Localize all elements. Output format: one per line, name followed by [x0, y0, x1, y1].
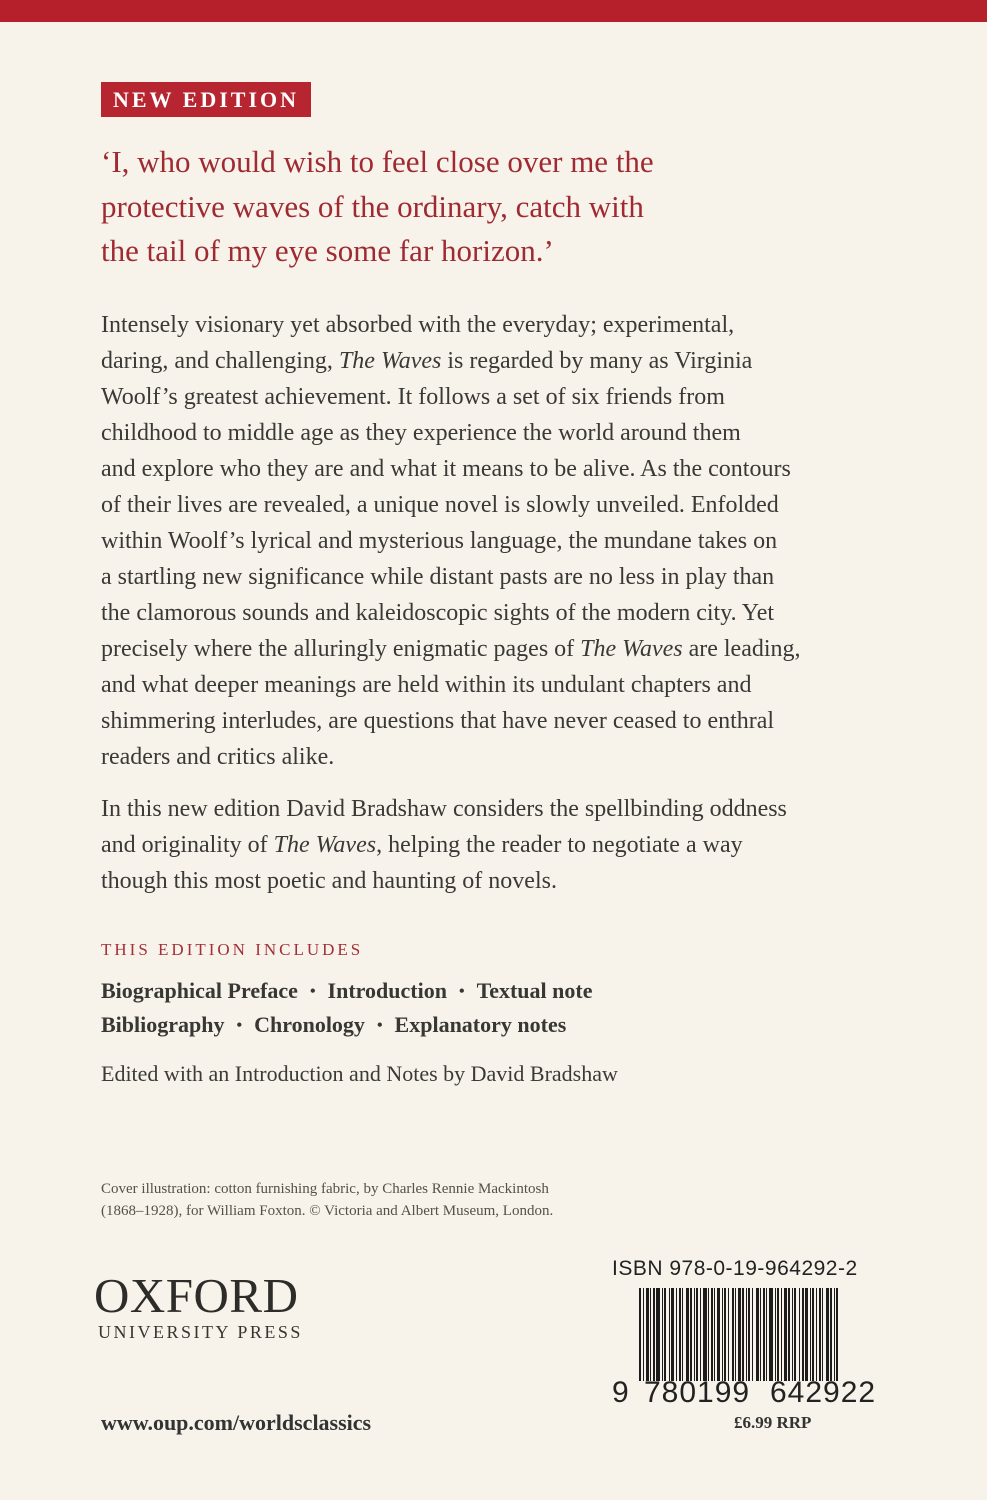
- opening-quote: [101, 140, 891, 274]
- description-line: and explore who they are and what it means to be alive. As the contours: [101, 456, 791, 482]
- top-red-band: [0, 0, 987, 22]
- barcode-bar: [669, 1288, 670, 1381]
- edition-note-fragment: , helping the reader to negotiate a way: [376, 832, 743, 858]
- includes-item: Explanatory notes: [394, 1012, 567, 1037]
- description-line: Intensely visionary yet absorbed with the everyday; experimental,: [101, 312, 735, 338]
- edition-note-line: [101, 827, 896, 863]
- barcode-bar: [679, 1288, 681, 1381]
- barcode-bar: [805, 1288, 808, 1381]
- publisher-name: OXFORD: [94, 1268, 299, 1323]
- publisher-logo: [94, 1268, 344, 1343]
- description-fragment: is regarded by many as Virginia: [447, 348, 753, 374]
- barcode-bar: [836, 1288, 838, 1381]
- description-line: a startling new significance while distant pasts are no less in play than: [101, 564, 775, 590]
- bullet-separator: •: [458, 983, 465, 1000]
- description-line: Woolf’s greatest achievement. It follows a set of six friends from: [101, 384, 725, 410]
- cover-illustration-credit: [101, 1178, 553, 1222]
- barcode-bar: [714, 1288, 715, 1381]
- barcode-bar: [784, 1288, 787, 1381]
- bullet-separator: •: [236, 1017, 243, 1034]
- description-fragment: precisely where the alluringly enigmatic pages of: [101, 636, 575, 662]
- barcode-bar: [690, 1288, 692, 1381]
- description-line: within Woolf’s lyrical and mysterious language, the mundane takes on: [101, 528, 778, 554]
- barcode-bar: [708, 1288, 709, 1381]
- book-title-italic: The Waves: [580, 636, 683, 662]
- barcode-bar: [646, 1288, 649, 1381]
- barcode-bar: [763, 1288, 765, 1381]
- includes-heading: THIS EDITION INCLUDES: [101, 940, 364, 959]
- barcode-bar: [760, 1288, 761, 1381]
- quote-line: ‘I, who would wish to feel close over me the: [101, 144, 654, 179]
- barcode-bar: [748, 1288, 750, 1381]
- bullet-separator: •: [309, 983, 316, 1000]
- description-line: of their lives are revealed, a unique novel is slowly unveiled. Enfolded: [101, 492, 779, 518]
- book-description: [101, 307, 896, 775]
- description-line: [101, 343, 896, 379]
- includes-item: Bibliography: [101, 1012, 225, 1037]
- cover-credit-line: Cover illustration: cotton furnishing fabric, by Charles Rennie Mackintosh: [101, 1181, 549, 1197]
- barcode-bar: [682, 1288, 683, 1381]
- barcode-bar: [650, 1288, 651, 1381]
- publisher-subtitle: UNIVERSITY PRESS: [98, 1322, 303, 1342]
- barcode-bar: [769, 1288, 773, 1381]
- barcode-bar: [686, 1288, 689, 1381]
- barcode-bars: [639, 1288, 897, 1381]
- cover-credit-line: (1868–1928), for William Foxton. © Victoria and Albert Museum, London.: [101, 1203, 554, 1219]
- includes-row: [101, 1012, 566, 1038]
- barcode-bar: [656, 1288, 660, 1381]
- includes-item: Textual note: [476, 978, 593, 1003]
- isbn-number: ISBN 978-0-19-964292-2: [612, 1257, 858, 1280]
- barcode-bar: [724, 1288, 726, 1381]
- barcode-bar: [802, 1288, 804, 1381]
- barcode-bar: [766, 1288, 767, 1381]
- barcode-bar: [711, 1288, 713, 1381]
- barcode-lead-digit: 9: [612, 1376, 629, 1409]
- barcode-bar: [830, 1288, 832, 1381]
- edition-note-line: In this new edition David Bradshaw considers the spellbinding oddness: [101, 796, 787, 822]
- quote-line: protective waves of the ordinary, catch with: [101, 188, 644, 224]
- bullet-separator: •: [376, 1017, 383, 1034]
- price-label: £6.99 RRP: [734, 1413, 812, 1432]
- barcode-bar: [810, 1288, 811, 1381]
- includes-row: [101, 978, 592, 1004]
- description-line: childhood to middle age as they experience the world around them: [101, 420, 741, 446]
- barcode-bar: [816, 1288, 817, 1381]
- barcode-bar: [819, 1288, 821, 1381]
- includes-item: Introduction: [327, 978, 447, 1003]
- barcode-bar: [735, 1288, 736, 1381]
- barcode-bar: [746, 1288, 747, 1381]
- publisher-website: www.oup.com/worldsclassics: [101, 1410, 372, 1435]
- barcode-bar: [703, 1288, 707, 1381]
- barcode-right-digits: 642922: [770, 1376, 877, 1409]
- barcode-bar: [775, 1288, 776, 1381]
- edition-note-fragment: and originality of: [101, 832, 268, 858]
- barcode-bar: [822, 1288, 823, 1381]
- description-fragment: are leading,: [688, 636, 801, 662]
- barcode-bar: [639, 1288, 641, 1381]
- barcode-bar: [826, 1288, 829, 1381]
- edition-note-line: though this most poetic and haunting of novels.: [101, 868, 557, 894]
- book-title-italic: The Waves: [338, 348, 442, 374]
- book-title-italic: The Waves: [273, 832, 377, 858]
- barcode-bar: [738, 1288, 741, 1381]
- barcode-bar: [756, 1288, 759, 1381]
- barcode-bar: [662, 1288, 663, 1381]
- barcode-bar: [777, 1288, 779, 1381]
- barcode-bar: [732, 1288, 734, 1381]
- barcode-bar: [792, 1288, 793, 1381]
- description-line: the clamorous sounds and kaleidoscopic sights of the modern city. Yet: [101, 600, 775, 626]
- edition-note-paragraph: [101, 791, 896, 899]
- description-line: [101, 631, 896, 667]
- description-fragment: daring, and challenging,: [101, 348, 333, 374]
- includes-item: Biographical Preface: [101, 978, 298, 1003]
- description-line: shimmering interludes, are questions that have never ceased to enthral: [101, 708, 775, 734]
- barcode-bar: [812, 1288, 814, 1381]
- barcode-bar: [788, 1288, 790, 1381]
- barcode-bar: [799, 1288, 800, 1381]
- new-edition-badge: NEW EDITION: [101, 82, 311, 117]
- barcode-left-digits: 780199: [644, 1376, 751, 1409]
- barcode-bar: [722, 1288, 723, 1381]
- barcode-bar: [671, 1288, 674, 1381]
- isbn-barcode: [612, 1288, 897, 1408]
- barcode-bar: [700, 1288, 701, 1381]
- barcode-bar: [781, 1288, 782, 1381]
- barcode-bar: [694, 1288, 695, 1381]
- barcode-bar: [643, 1288, 644, 1381]
- includes-item: Chronology: [254, 1012, 365, 1037]
- editor-credit: Edited with an Introduction and Notes by David Bradshaw: [101, 1061, 618, 1086]
- barcode-bar: [742, 1288, 744, 1381]
- quote-line: the tail of my eye some far horizon.’: [101, 233, 554, 268]
- barcode-bar: [676, 1288, 677, 1381]
- description-line: and what deeper meanings are held within its undulant chapters and: [101, 672, 752, 698]
- barcode-bar: [728, 1288, 729, 1381]
- barcode-bar: [794, 1288, 796, 1381]
- barcode-bar: [752, 1288, 753, 1381]
- barcode-bar: [664, 1288, 666, 1381]
- barcode-bar: [834, 1288, 835, 1381]
- description-line: readers and critics alike.: [101, 744, 335, 770]
- barcode-bar: [696, 1288, 698, 1381]
- barcode-bar: [717, 1288, 720, 1381]
- barcode-bar: [653, 1288, 655, 1381]
